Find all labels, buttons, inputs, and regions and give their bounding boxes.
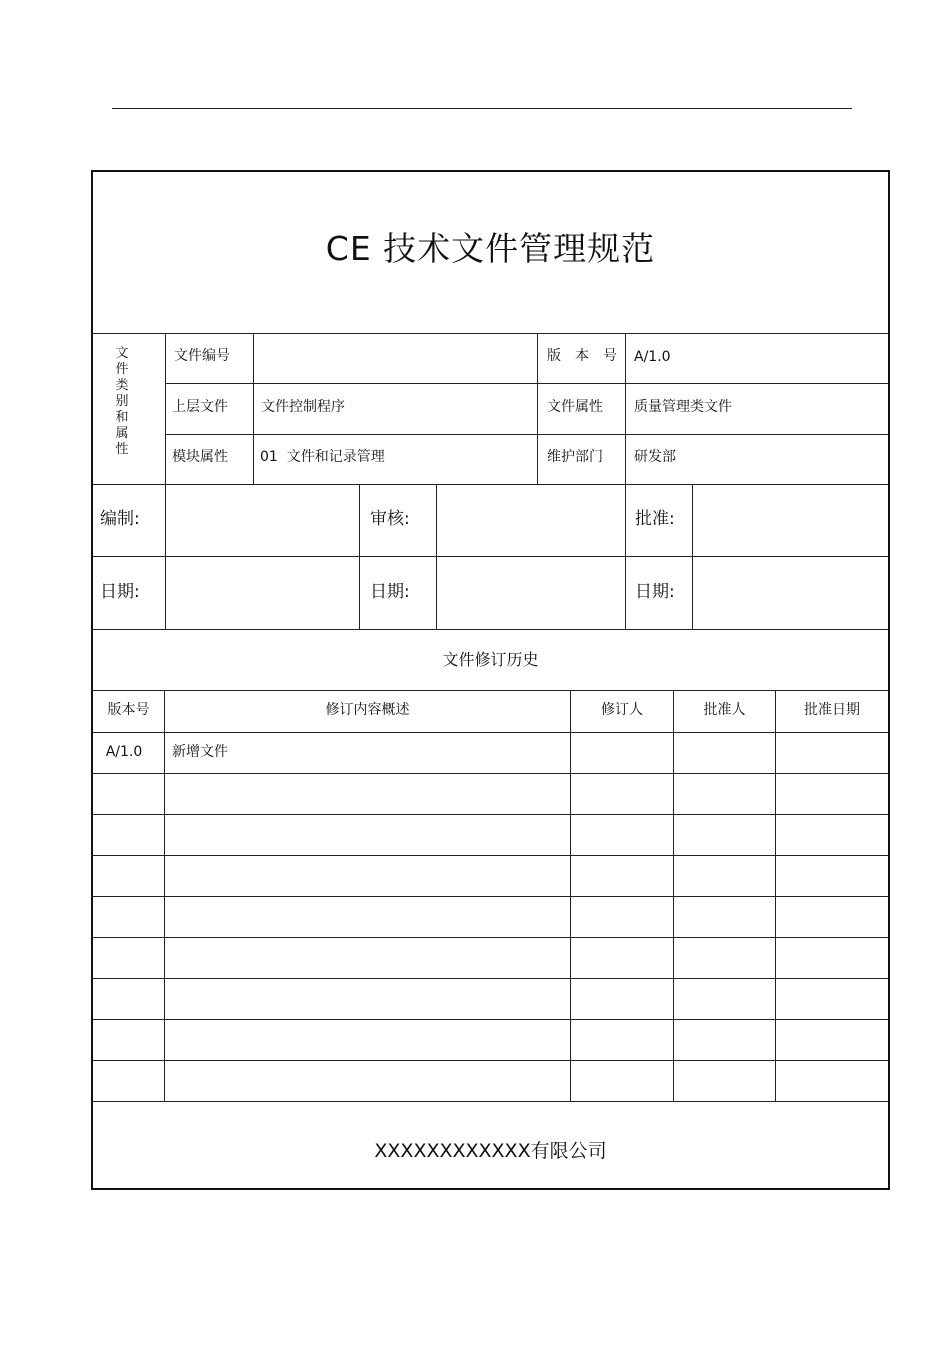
grid-line (436, 484, 437, 629)
approved-date-label: 日期: (635, 582, 675, 602)
row-version: A/1.0 (105, 744, 143, 760)
grid-line (93, 732, 888, 733)
grid-line (93, 937, 888, 938)
grid-line (93, 896, 888, 897)
prepared-date-label: 日期: (100, 582, 140, 602)
document-title: CE 技术文件管理规范 (325, 229, 656, 268)
doc-attribute-value: 质量管理类文件 (634, 399, 732, 415)
version-value: A/1.0 (634, 349, 671, 365)
grid-line (359, 484, 360, 629)
document-form (91, 170, 890, 1190)
grid-line (93, 484, 888, 485)
grid-line (93, 978, 888, 979)
grid-line (165, 434, 888, 435)
grid-line (93, 1019, 888, 1020)
header-approval-date: 批准日期 (804, 702, 860, 718)
version-label: 版 本 号 (547, 348, 617, 364)
grid-line (625, 333, 626, 484)
grid-line (775, 690, 776, 1101)
grid-line (93, 333, 888, 334)
reviewed-date-label: 日期: (370, 582, 410, 602)
module-value: 01 文件和记录管理 (260, 449, 385, 465)
doc-no-label: 文件编号 (174, 348, 230, 364)
grid-line (93, 1060, 888, 1061)
header-approver: 批准人 (703, 702, 746, 718)
grid-line (93, 690, 888, 691)
reviewed-by-label: 审核: (370, 509, 410, 529)
row-summary: 新增文件 (172, 744, 228, 760)
header-rule (112, 108, 852, 109)
module-label: 模块属性 (172, 449, 228, 465)
parent-doc-label: 上层文件 (172, 399, 228, 415)
category-label: 文件类别和属性 (115, 346, 129, 457)
grid-line (93, 1101, 888, 1102)
grid-line (570, 690, 571, 1101)
doc-attribute-label: 文件属性 (547, 399, 603, 415)
header-reviser: 修订人 (601, 702, 643, 718)
maintenance-dept-label: 维护部门 (547, 449, 603, 465)
grid-line (692, 484, 693, 629)
grid-line (625, 484, 626, 629)
grid-line (93, 556, 888, 557)
grid-line (164, 690, 165, 1101)
grid-line (165, 484, 166, 629)
grid-line (673, 690, 674, 1101)
grid-line (93, 773, 888, 774)
company-name: XXXXXXXXXXXX有限公司 (374, 1140, 607, 1162)
grid-line (93, 629, 888, 630)
grid-line (165, 383, 888, 384)
header-version: 版本号 (107, 702, 150, 718)
maintenance-dept-value: 研发部 (634, 449, 676, 465)
grid-line (93, 814, 888, 815)
grid-line (165, 333, 166, 484)
prepared-by-label: 编制: (100, 509, 140, 529)
revision-history-title: 文件修订历史 (442, 650, 539, 669)
parent-doc-value: 文件控制程序 (261, 399, 345, 415)
grid-line (93, 855, 888, 856)
grid-line (537, 333, 538, 484)
approved-by-label: 批准: (635, 509, 675, 529)
grid-line (253, 333, 254, 484)
header-summary: 修订内容概述 (325, 702, 410, 718)
